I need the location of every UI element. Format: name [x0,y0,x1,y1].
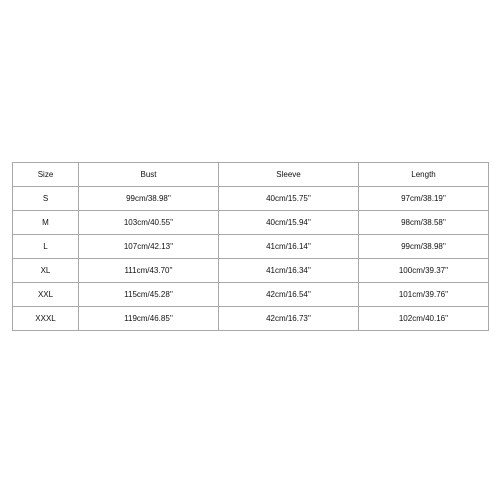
cell-size: S [13,187,79,211]
table-row [13,307,489,331]
cell-bust: 107cm/42.13'' [79,235,219,259]
cell-length: 99cm/38.98'' [359,235,489,259]
cell-sleeve: 41cm/16.34'' [219,259,359,283]
table-row [13,211,489,235]
size-chart-table [12,162,489,331]
header-size: Size [13,163,79,187]
cell-bust: 103cm/40.55'' [79,211,219,235]
cell-size: XXL [13,283,79,307]
cell-size: L [13,235,79,259]
table-row [13,187,489,211]
cell-length: 101cm/39.76'' [359,283,489,307]
cell-bust: 111cm/43.70'' [79,259,219,283]
cell-bust: 119cm/46.85'' [79,307,219,331]
cell-bust: 99cm/38.98'' [79,187,219,211]
header-length: Length [359,163,489,187]
cell-bust: 115cm/45.28'' [79,283,219,307]
table-row [13,235,489,259]
cell-length: 100cm/39.37'' [359,259,489,283]
cell-length: 97cm/38.19'' [359,187,489,211]
table-header-row [13,163,489,187]
cell-sleeve: 40cm/15.75'' [219,187,359,211]
cell-size: XXXL [13,307,79,331]
cell-sleeve: 42cm/16.73'' [219,307,359,331]
cell-sleeve: 40cm/15.94'' [219,211,359,235]
cell-sleeve: 41cm/16.14'' [219,235,359,259]
table-row [13,259,489,283]
cell-sleeve: 42cm/16.54'' [219,283,359,307]
cell-length: 98cm/38.58'' [359,211,489,235]
header-sleeve: Sleeve [219,163,359,187]
cell-size: M [13,211,79,235]
cell-length: 102cm/40.16'' [359,307,489,331]
table-row [13,283,489,307]
cell-size: XL [13,259,79,283]
header-bust: Bust [79,163,219,187]
